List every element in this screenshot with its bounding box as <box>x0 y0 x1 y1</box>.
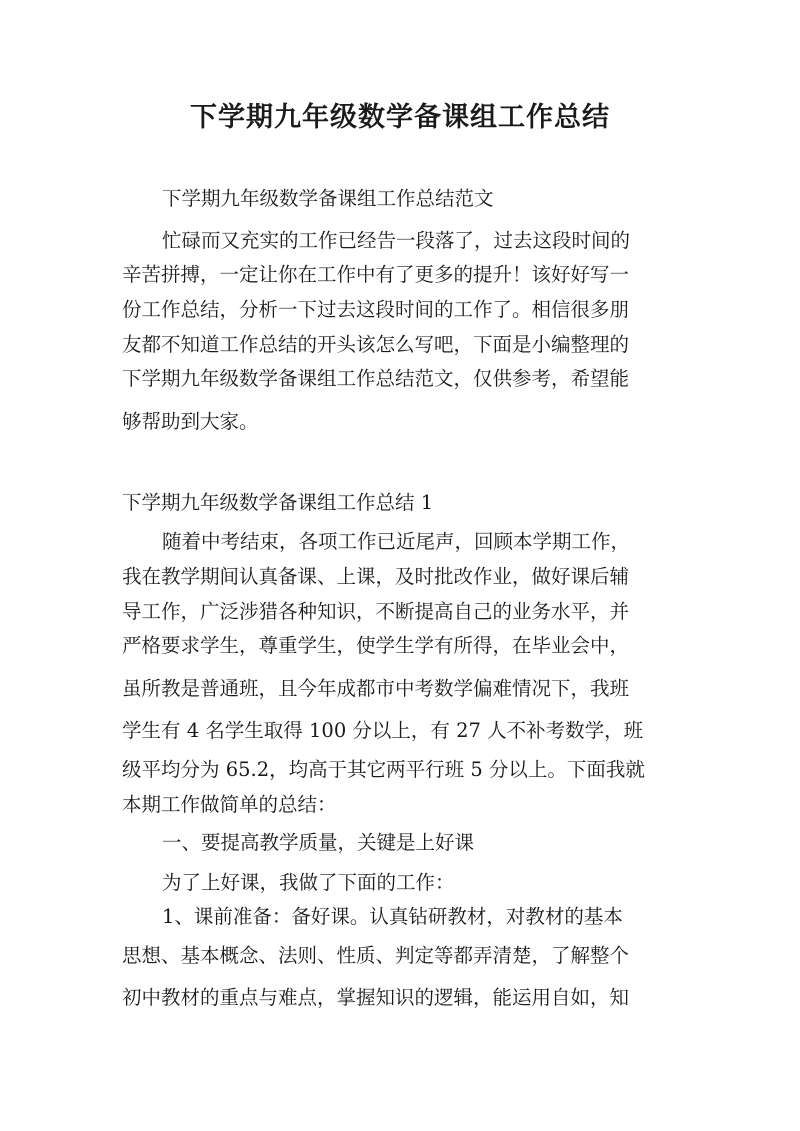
section-line: 随着中考结束，各项工作已近尾声，回顾本学期工作， <box>162 530 631 553</box>
point-one-intro: 为了上好课，我做了下面的工作： <box>162 871 455 894</box>
intro-line: 友都不知道工作总结的开头该怎么写吧，下面是小编整理的 <box>122 333 630 356</box>
item-one-line: 初中教材的重点与难点，掌握知识的逻辑，能运用自如，知 <box>122 986 630 1009</box>
document-title: 下学期九年级数学备课组工作总结 <box>190 102 610 133</box>
point-one-heading: 一、要提高教学质量，关键是上好课 <box>162 831 475 854</box>
intro-line: 份工作总结，分析一下过去这段时间的工作了。相信很多朋 <box>122 298 630 321</box>
intro-line: 辛苦拼搏，一定让你在工作中有了更多的提升！该好好写一 <box>122 263 630 286</box>
section-line: 严格要求学生，尊重学生，使学生学有所得，在毕业会中， <box>122 634 630 657</box>
section-line: 本期工作做简单的总结： <box>122 793 337 816</box>
intro-line: 够帮助到大家。 <box>122 410 259 433</box>
section-line: 学生有 4 名学生取得 100 分以上，有 27 人不补考数学，班 <box>122 719 644 742</box>
item-one-line: 1、课前准备：备好课。认真钻研教材，对教材的基本 <box>162 905 623 928</box>
item-one-line: 思想、基本概念、法则、性质、判定等都弄清楚，了解整个 <box>122 944 630 967</box>
section-line: 级平均分为 65.2，均高于其它两平行班 5 分以上。下面我就 <box>122 758 645 781</box>
section-heading: 下学期九年级数学备课组工作总结 1 <box>122 491 434 514</box>
document-subtitle: 下学期九年级数学备课组工作总结范文 <box>162 187 494 210</box>
section-line: 虽所教是普通班，且今年成都市中考数学偏难情况下，我班 <box>122 677 630 700</box>
section-line: 导工作，广泛涉猎各种知识，不断提高自己的业务水平，并 <box>122 600 630 623</box>
intro-line: 下学期九年级数学备课组工作总结范文，仅供参考，希望能 <box>122 367 630 390</box>
section-line: 我在教学期间认真备课、上课，及时批改作业，做好课后辅 <box>122 565 630 588</box>
intro-line: 忙碌而又充实的工作已经告一段落了，过去这段时间的 <box>162 229 631 252</box>
